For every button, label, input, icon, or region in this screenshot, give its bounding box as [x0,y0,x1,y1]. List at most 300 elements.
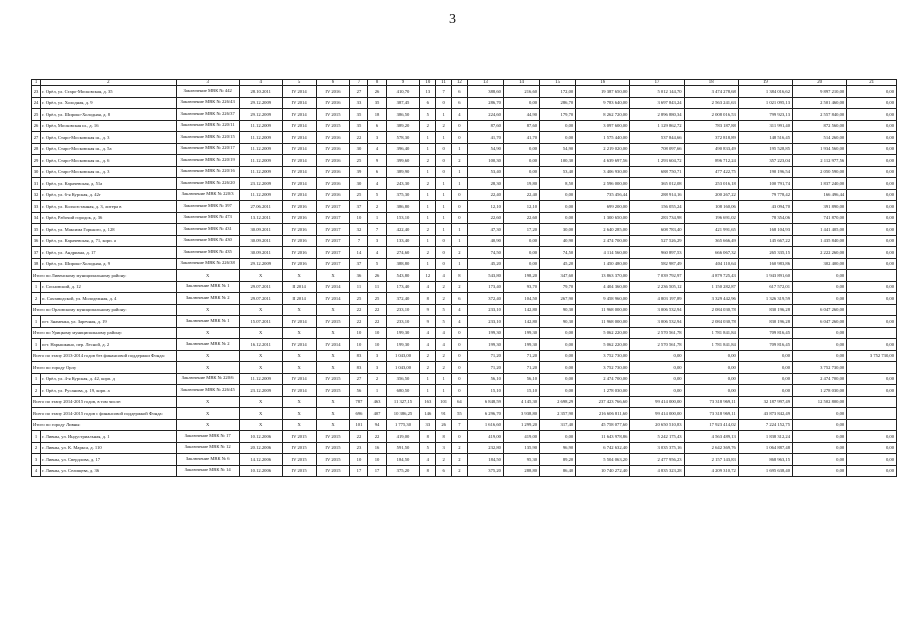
table-cell: 0,00 [793,350,847,362]
subtotal-row [32,327,897,339]
table-cell: 1 [420,385,436,397]
table-cell: X [239,362,282,374]
table-cell: 142,80 [503,304,539,316]
table-cell: 365 666,49 [684,235,738,247]
table-cell: X [176,304,239,316]
subtotal-row [32,270,897,282]
table-cell: 30 [350,143,368,155]
table-cell: 12 [420,270,436,282]
column-header: 18 [684,80,738,86]
table-cell: 44,90 [503,109,539,121]
table-cell: 148 516,45 [738,132,792,144]
table-cell: 10 [350,212,368,224]
table-cell: 0,00 [540,431,576,443]
table-cell: 1 [436,385,452,397]
table-cell: IV 2014 [282,385,316,397]
table-row [32,258,897,270]
table-cell: IV 2016 [316,189,350,201]
row-number: 1 [32,339,41,351]
table-cell: 422,40 [386,224,420,236]
table-cell: 190 196,54 [738,166,792,178]
table-cell: 2 157 143,83 [684,454,738,466]
table-cell: 10 [350,339,368,351]
table-cell: 1 695 638,40 [738,465,792,477]
table-cell: 1 [420,201,436,213]
table-cell: 101 [350,419,368,431]
table-cell: 1 943 891,60 [738,270,792,282]
table-cell: 0,00 [684,385,738,397]
table-cell: 11.12.2009 [239,120,282,132]
table-cell: IV 2014 [282,166,316,178]
empty-cell [847,270,897,282]
table-cell: IV 2016 [316,97,350,109]
table-cell: 0,00 [847,373,897,385]
table-cell: 477 422,75 [684,166,738,178]
table-cell: X [176,419,239,431]
table-cell: 2 357,90 [540,408,576,420]
table-cell: 4 [420,281,436,293]
table-cell: X [282,362,316,374]
column-header: 10 [420,80,436,86]
table-cell: 0,00 [847,109,897,121]
table-cell: 25 [368,293,386,305]
table-cell: IV 2015 [316,109,350,121]
table-cell: 0,00 [540,120,576,132]
table-cell: 86,40 [540,465,576,477]
table-cell: 6 [420,97,436,109]
table-cell: 0,00 [503,143,539,155]
table-cell: 1 278 030,00 [793,385,847,397]
table-cell: 22 [350,431,368,443]
address-cell: п. Сахзаводской, ул. Молодежная, д. 4 [41,293,177,305]
table-cell: X [316,270,350,282]
table-cell: 33 [420,419,436,431]
table-cell: 0 [452,212,468,224]
table-cell: 283 734,98 [630,212,684,224]
table-row [32,247,897,259]
table-cell: 0,00 [847,339,897,351]
table-cell: 22,60 [503,212,539,224]
address-cell: г. Орёл, ул. Максима Горького, д. 128 [41,224,177,236]
subtotal-row [32,396,897,408]
table-cell: II 2014 [282,281,316,293]
table-cell: 6 [436,465,452,477]
table-cell: 33 [350,97,368,109]
table-cell: 73 318 969,11 [684,396,738,408]
table-cell: 11.12.2009 [239,373,282,385]
column-header: 1 [32,80,41,86]
table-cell: 2 474 700,00 [576,373,630,385]
address-cell: г. Орёл, ул. Холодная, д. 9 [41,97,177,109]
table-cell: IV 2017 [316,224,350,236]
table-cell: 1 293 604,72 [630,155,684,167]
table-cell: 2 596 000,00 [576,178,630,190]
table-cell: 2 [436,120,452,132]
column-header: 12 [452,80,468,86]
address-cell: г. Ливны, ул. Свердлова, д. 17 [41,454,177,466]
table-cell: 18 [368,109,386,121]
table-cell: 1 441 405,00 [793,224,847,236]
address-cell: г. Орёл, ул. Карачевская, д. 51а [41,178,177,190]
table-cell: 2 [420,178,436,190]
table-cell: IV 2016 [316,143,350,155]
table-cell: 40,90 [467,235,503,247]
table-cell: 0,00 [793,339,847,351]
table-cell: 4 639 697,56 [576,155,630,167]
table-cell: 4 [368,247,386,259]
table-cell: 93,70 [503,281,539,293]
table-cell: 22,60 [467,212,503,224]
empty-cell [847,304,897,316]
table-cell: 23.12.2009 [239,385,282,397]
table-cell: 2 698,29 [540,396,576,408]
table-cell: 39 [350,166,368,178]
table-cell: 463 [368,396,386,408]
table-cell: 830 196,28 [738,316,792,328]
table-cell: 13.12.2011 [239,212,282,224]
table-cell: 317,40 [540,419,576,431]
table-cell: 9 897 210,00 [793,86,847,98]
subtotal-label: Всего по этапу 2013-2014 годов без финансовой поддержки Фонда: [32,350,177,362]
table-cell: 0 [436,258,452,270]
table-cell: 830 196,28 [738,304,792,316]
table-cell: 23.12.2009 [239,178,282,190]
table-cell: 0,00 [847,224,897,236]
table-cell: 26 [368,86,386,98]
table-cell: IV 2014 [282,316,316,328]
table-cell: IV 2014 [316,281,350,293]
table-cell: X [239,304,282,316]
table-cell: 199,30 [467,339,503,351]
table-row [32,316,897,328]
table-cell: 2 [420,155,436,167]
table-row [32,143,897,155]
table-cell: 11.12.2009 [239,132,282,144]
table-cell: 419,00 [386,431,420,443]
table-cell: 7 224 152,75 [738,419,792,431]
table-cell: 0 [452,385,468,397]
table-cell: IV 2014 [282,86,316,98]
row-number: 25 [32,109,41,121]
table-cell: 5 [436,304,452,316]
table-cell: 2 474 700,00 [793,373,847,385]
row-number: 27 [32,132,41,144]
table-cell: 15,10 [467,385,503,397]
table-cell: 237 423 766,60 [576,396,630,408]
table-cell: 0,00 [630,373,684,385]
table-cell: IV 2014 [282,155,316,167]
table-cell: 0,00 [793,454,847,466]
table-cell: 0,00 [847,385,897,397]
table-cell: 40,90 [540,235,576,247]
table-cell: 11 327,15 [386,396,420,408]
table-cell: 10.12.2006 [239,431,282,443]
table-cell: 407 [368,408,386,420]
document-cell: Заключение МВК № 397 [176,201,239,213]
table-cell: 735 456,44 [576,189,630,201]
table-cell: 199,30 [386,327,420,339]
table-cell: 1 129 862,72 [630,120,684,132]
table-cell: 0,00 [684,350,738,362]
address-cell: г. Орёл, ул. 6-я Курская, д. 42г [41,189,177,201]
document-cell: Заключение МВК № 430 [176,235,239,247]
table-cell: 0,00 [540,189,576,201]
table-cell: 232,80 [467,442,503,454]
table-cell: 7 039 792,97 [630,270,684,282]
table-cell: 133,40 [386,235,420,247]
table-cell: 274,60 [386,247,420,259]
table-cell: 2 [420,247,436,259]
row-number: 3 [32,454,41,466]
table-cell: 11.12.2009 [239,155,282,167]
document-cell: Заключение МВК № 6 [176,454,239,466]
table-cell: 4 145,30 [503,396,539,408]
table-cell: 0,00 [630,362,684,374]
address-cell: г. Сосновский, д. 12 [41,281,177,293]
table-cell: 608 783,40 [630,224,684,236]
table-cell: 1 837 240,00 [793,178,847,190]
table-cell: 0,00 [847,178,897,190]
table-cell: 2 222 260,00 [793,247,847,259]
subtotal-row [32,408,897,420]
table-cell: 56,10 [467,373,503,385]
table-cell: 591,50 [386,442,420,454]
table-cell: 375,30 [386,189,420,201]
table-cell: 1 [420,132,436,144]
table-cell: 3 097 600,00 [576,120,630,132]
table-cell: 0,00 [684,373,738,385]
column-header: 3 [176,80,239,86]
table-cell: 146 [420,408,436,420]
row-number: 31 [32,178,41,190]
table-cell: 1 575 440,00 [576,132,630,144]
address-cell: пгт. Нарышкино, пер. Лесной, д. 2 [41,339,177,351]
table-row [32,339,897,351]
table-cell: X [176,270,239,282]
table-cell: IV 2016 [316,178,350,190]
empty-cell [847,327,897,339]
table-cell: 543,80 [386,270,420,282]
document-cell: Заключение МВК № 1 [176,281,239,293]
table-cell: X [239,327,282,339]
table-cell: 0 [452,120,468,132]
table-cell: 173,40 [467,281,503,293]
table-cell: X [282,304,316,316]
table-cell: 74,50 [467,247,503,259]
table-cell: 1 450 480,00 [576,258,630,270]
table-cell: IV 2015 [282,431,316,443]
table-cell: 71,20 [467,362,503,374]
table-cell: 9 [368,155,386,167]
table-cell: 537 844,66 [630,132,684,144]
table-cell: 6 [452,293,468,305]
table-cell: 0,00 [793,281,847,293]
table-cell: 45,20 [467,258,503,270]
row-number: 38 [32,258,41,270]
table-cell: 8 262 720,00 [576,109,630,121]
table-cell: IV 2015 [282,442,316,454]
table-cell: 1 [436,201,452,213]
table-cell: 3 006 532,94 [630,316,684,328]
table-cell: 1 838 312,24 [738,431,792,443]
table-cell: 543,80 [467,270,503,282]
table-row [32,385,897,397]
table-cell: IV 2014 [282,132,316,144]
table-cell: X [282,396,316,408]
table-cell: 90,30 [540,316,576,328]
table-cell: 11 [350,281,368,293]
table-cell: 0,00 [847,281,897,293]
table-cell: 1 384 016,62 [738,86,792,98]
table-cell: 17 [350,465,368,477]
address-cell: г. Орёл, Старо-Московская ш., д. 3 [41,166,177,178]
table-cell: 233,10 [467,316,503,328]
table-row [32,293,897,305]
table-cell: 4 [368,178,386,190]
table-cell: 28,30 [467,178,503,190]
table-cell: 11.12.2009 [239,166,282,178]
table-cell: 4 [452,316,468,328]
table-row [32,224,897,236]
table-cell: 0,00 [793,442,847,454]
table-cell: 1 775,30 [386,419,420,431]
table-cell: 2 501 460,00 [793,97,847,109]
table-cell: 709 816,45 [738,339,792,351]
table-row [32,373,897,385]
table-cell: 4 [420,327,436,339]
table-cell: 22 [368,431,386,443]
table-cell: 2 [452,247,468,259]
row-number: 26 [32,120,41,132]
table-cell: 0,00 [793,327,847,339]
table-cell: X [282,350,316,362]
address-cell: г. Орёл, ул. Широко-Холодная, д. 9 [41,258,177,270]
table-cell: 0,00 [684,362,738,374]
table-cell: 0,00 [630,350,684,362]
table-cell: IV 2017 [316,258,350,270]
table-cell: 216,60 [503,86,539,98]
table-cell: 0,00 [847,454,897,466]
table-row [32,454,897,466]
table-cell: 388,60 [467,86,503,98]
table-cell: 699 200,00 [576,201,630,213]
table-cell: 311 991,40 [738,120,792,132]
table-cell: 6 [452,86,468,98]
address-cell: г. Орёл, Старо-Московская ш., д. 5а [41,143,177,155]
table-cell: X [316,327,350,339]
table-cell: IV 2015 [316,454,350,466]
table-cell: 0,00 [847,293,897,305]
table-cell: X [176,408,239,420]
table-cell: 4 404 360,00 [576,281,630,293]
table-cell: 11 968 000,00 [576,316,630,328]
table-cell: 0 [452,339,468,351]
table-cell: 2 [420,362,436,374]
table-cell: X [316,350,350,362]
table-cell: 265 335,15 [738,247,792,259]
table-row [32,120,897,132]
table-cell: 16 [368,442,386,454]
document-cell: Заключение МВК № 220/17 [176,143,239,155]
address-cell: г. Орёл, ул. Старо-Московская, д. 35 [41,86,177,98]
table-cell: 166 496,44 [793,189,847,201]
table-cell: 0 [436,235,452,247]
table-cell: 3 [368,350,386,362]
table-row [32,442,897,454]
table-cell: IV 2015 [316,316,350,328]
table-cell: 43 873 842,49 [738,408,792,420]
table-cell: 2 [436,281,452,293]
table-cell: 20.12.2006 [239,442,282,454]
table-cell: 783 187,88 [684,120,738,132]
table-cell: 172,00 [540,86,576,98]
table-cell: IV 2014 [282,143,316,155]
table-cell: 1 [436,224,452,236]
table-cell: 25 [350,293,368,305]
table-cell: 0,00 [847,258,897,270]
table-cell: 3 752 730,00 [793,362,847,374]
empty-cell [847,408,897,420]
table-cell: 389,20 [386,120,420,132]
document-cell: Заключение МВК № 226/43 [176,97,239,109]
table-cell: 29.12.2009 [239,258,282,270]
table-cell: 3 697 843,24 [630,97,684,109]
table-cell: 22 [350,304,368,316]
table-cell: 41,70 [503,132,539,144]
table-cell: 3 [436,442,452,454]
table-cell: 0,00 [738,362,792,374]
table-cell: 4 [436,339,452,351]
table-cell: 87,60 [467,120,503,132]
table-cell: 2 [452,281,468,293]
table-cell: 145 667,22 [738,235,792,247]
table-cell: IV 2014 [282,97,316,109]
table-cell: 1 [436,212,452,224]
table-cell: 3 [368,132,386,144]
table-cell: 1 [452,166,468,178]
subtotal-row [32,304,897,316]
table-cell: 1 [436,189,452,201]
table-cell: 83 [350,362,368,374]
table-cell: 4 114 560,00 [576,247,630,259]
address-cell: г. Ливны, ул. Индустриальная, д. 1 [41,431,177,443]
table-cell: 2 [436,454,452,466]
address-cell: г. Орёл, ул. Андриана, д. 17 [41,247,177,259]
table-cell: 199,30 [503,339,539,351]
table-cell: 41,70 [467,132,503,144]
table-cell: X [316,408,350,420]
table-cell: 184,50 [386,454,420,466]
table-cell: IV 2016 [282,212,316,224]
table-cell: 3 [368,362,386,374]
table-cell: 391 890,00 [793,201,847,213]
table-body [32,80,897,477]
table-cell: 0,00 [630,385,684,397]
table-cell: X [239,419,282,431]
table-cell: 54,90 [467,143,503,155]
table-cell: 708 097,66 [630,143,684,155]
table-cell: 43 094,70 [738,201,792,213]
table-cell: 1 043,00 [386,350,420,362]
table-row [32,97,897,109]
row-number: 35 [32,224,41,236]
table-cell: 3 006 532,94 [630,304,684,316]
table-cell: IV 2017 [316,201,350,213]
table-cell: IV 2017 [316,235,350,247]
table-cell: 23 [350,442,368,454]
table-cell: 11 [368,281,386,293]
table-cell: 680,50 [386,385,420,397]
